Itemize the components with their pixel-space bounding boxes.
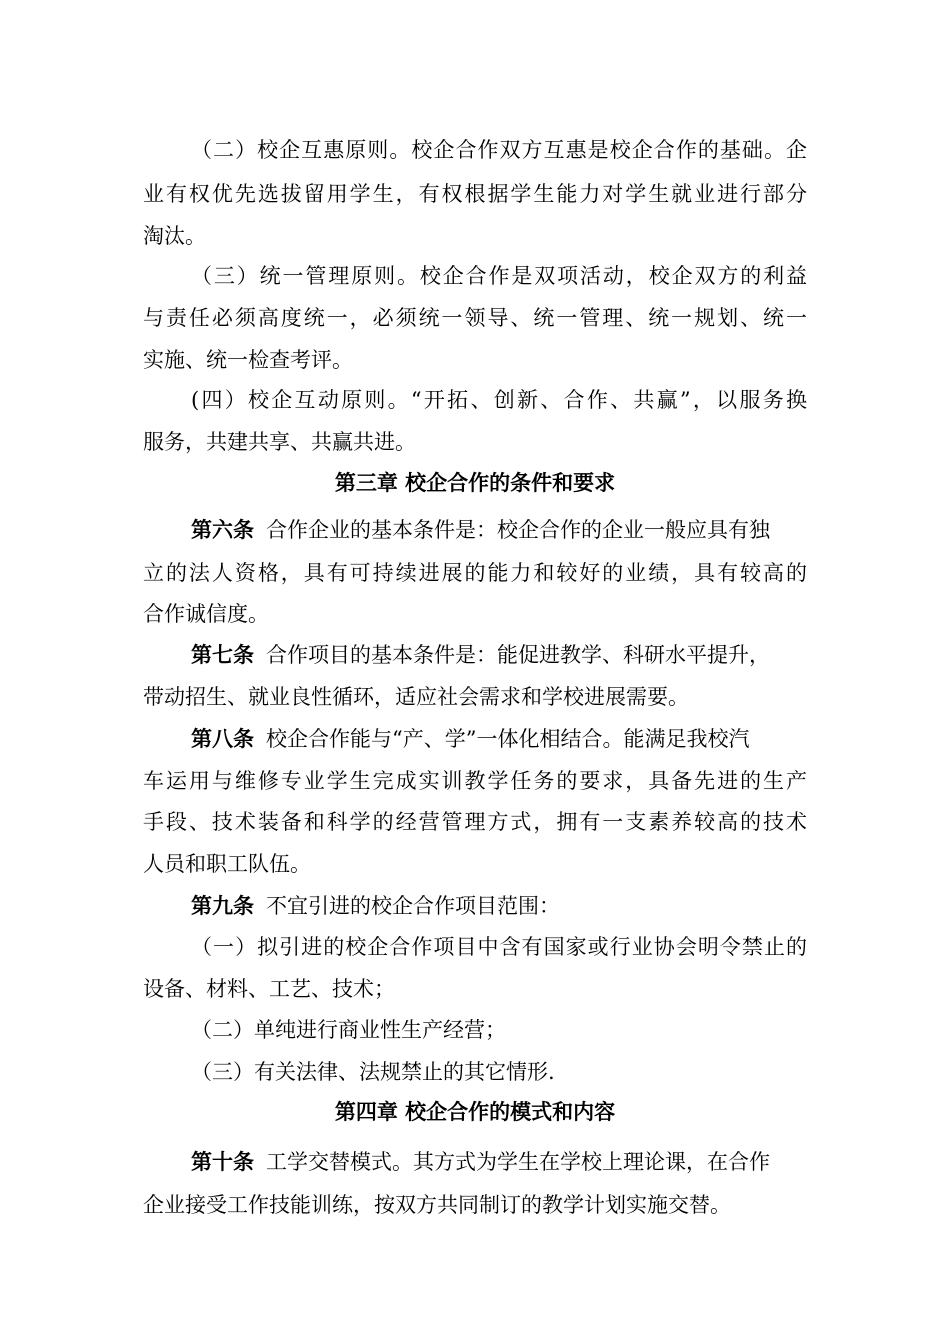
article-text: 工学交替模式。其方式为学生在学校上理论课，在合作 bbox=[266, 1150, 770, 1174]
article-title: 第九条 bbox=[191, 894, 254, 918]
paragraph-line: 车运用与维修专业学生完成实训教学任务的要求，具备先进的生产 bbox=[143, 769, 807, 793]
paragraph-line: 业有权优先选拔留用学生，有权根据学生能力对学生就业进行部分 bbox=[143, 182, 807, 206]
paragraph-line: (四）校企互动原则。“开拓、创新、合作、共赢”，以服务换 bbox=[191, 388, 807, 412]
paragraph-line: （三）统一管理原则。校企合作是双项活动，校企双方的利益 bbox=[191, 264, 807, 288]
article-title: 第八条 bbox=[191, 727, 254, 751]
chapter-heading: 第四章 校企合作的模式和内容 bbox=[334, 1100, 616, 1124]
article-line bbox=[191, 641, 807, 669]
paragraph-line: 淘汰。 bbox=[143, 224, 206, 248]
article-text: 不宜引进的校企合作项目范围： bbox=[266, 894, 560, 918]
article-line bbox=[191, 892, 807, 920]
article-line bbox=[191, 516, 807, 544]
article-text: 合作项目的基本条件是：能促进教学、科研水平提升， bbox=[266, 643, 770, 667]
paragraph-line: 带动招生、就业良性循环，适应社会需求和学校进展需要。 bbox=[143, 685, 689, 709]
article-line bbox=[191, 1148, 807, 1176]
article-line bbox=[191, 725, 807, 753]
list-item: （三）有关法律、法规禁止的其它情形. bbox=[191, 1060, 555, 1084]
article-title: 第十条 bbox=[191, 1150, 254, 1174]
paragraph-line: 手段、技术装备和科学的经营管理方式，拥有一支素养较高的技术 bbox=[143, 810, 807, 834]
article-title: 第七条 bbox=[191, 643, 254, 667]
paragraph-line: 企业接受工作技能训练，按双方共同制订的教学计划实施交替。 bbox=[143, 1193, 731, 1217]
list-item: （一）拟引进的校企合作项目中含有国家或行业协会明令禁止的 bbox=[191, 935, 807, 959]
paragraph-line: 实施、统一检查考评。 bbox=[143, 348, 353, 372]
paragraph-line: 立的法人资格，具有可持续进展的能力和较好的业绩，具有较高的 bbox=[143, 561, 807, 585]
paragraph-line: 与责任必须高度统一，必须统一领导、统一管理、统一规划、统一 bbox=[143, 306, 807, 330]
list-item: （二）单纯进行商业性生产经营； bbox=[191, 1018, 506, 1042]
article-title: 第六条 bbox=[191, 518, 254, 542]
paragraph-line: 服务，共建共享、共赢共进。 bbox=[143, 430, 416, 454]
list-item-continuation: 设备、材料、工艺、技术； bbox=[143, 977, 395, 1001]
paragraph-line: （二）校企互惠原则。校企合作双方互惠是校企合作的基础。企 bbox=[191, 138, 807, 162]
paragraph-line: 合作诚信度。 bbox=[143, 602, 269, 626]
chapter-heading: 第三章 校企合作的条件和要求 bbox=[334, 471, 616, 495]
article-text: 校企合作能与“产、学”一体化相结合。能满足我校汽 bbox=[266, 727, 750, 751]
article-text: 合作企业的基本条件是：校企合作的企业一般应具有独 bbox=[266, 518, 770, 542]
paragraph-line: 人员和职工队伍。 bbox=[143, 852, 311, 876]
